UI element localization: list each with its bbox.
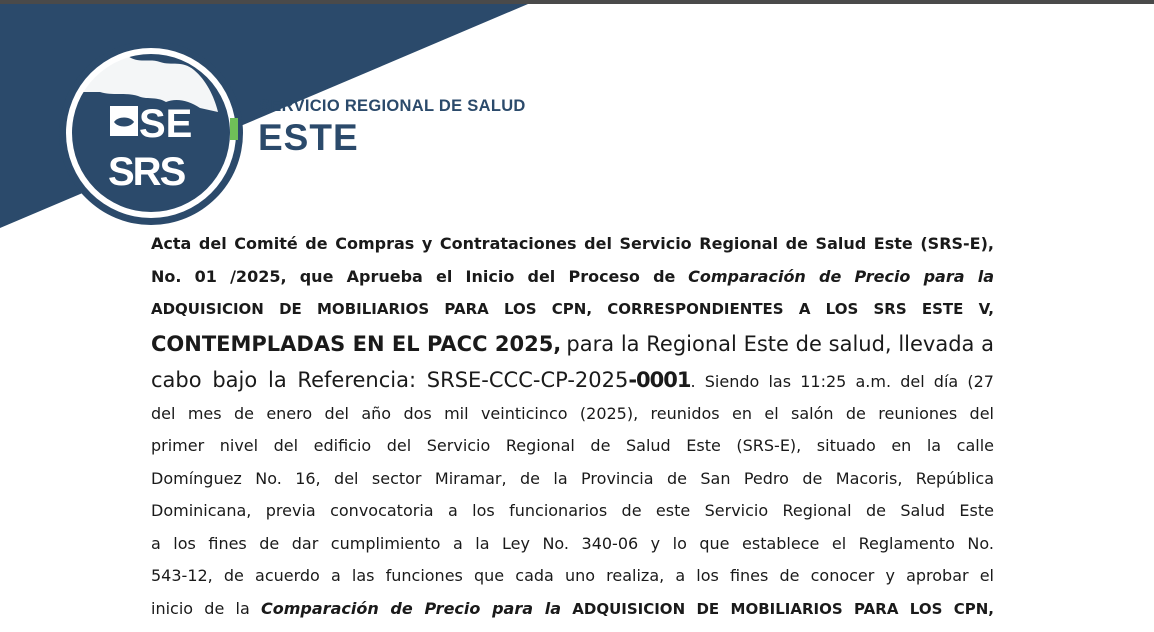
doc-line-7: primer nivel del edificio del Servicio Regional de Salud Este (SRS-E), situado en la calle — [151, 436, 994, 455]
logo-text-se: SE — [139, 102, 193, 146]
doc-line-6: del mes de enero del año dos mil veinticinco (2025), reunidos en el salón de reuniones del — [151, 403, 994, 423]
srs-logo — [59, 41, 243, 225]
doc-line-4: CONTEMPLADAS EN EL PACC 2025, para la Regional Este de salud, llevada a — [151, 331, 994, 356]
logo-text-srs: SRS — [108, 150, 185, 194]
doc-line-11: 543-12, de acuerdo a las funciones que cada uno realiza, a los fines de conocer y aprobar el — [151, 566, 994, 585]
doc-line-1: Acta del Comité de Compras y Contrataciones del Servicio Regional de Salud Este (SRS-E), — [151, 234, 994, 253]
green-accent — [230, 118, 238, 140]
doc-line-5: cabo bajo la Referencia: SRSE-CCC-CP-2025-0001. Siendo las 11:25 a.m. del día (27 — [151, 367, 994, 392]
org-name: SERVICIO REGIONAL DE SALUD — [259, 97, 526, 115]
doc-line-2: No. 01 /2025, que Aprueba el Inicio del Proceso de Comparación de Precio para la — [151, 266, 994, 286]
doc-line-3: ADQUISICION DE MOBILIARIOS PARA LOS CPN, CORRESPONDIENTES A LOS SRS ESTE V, — [151, 300, 994, 318]
doc-line-9: Dominicana, previa convocatoria a los funcionarios de este Servicio Regional de Salud Este — [151, 501, 994, 520]
doc-line-12: inicio de la Comparación de Precio para la ADQUISICION DE MOBILIARIOS PARA LOS CPN, — [151, 598, 994, 618]
document-body — [151, 228, 994, 625]
doc-line-8: Domínguez No. 16, del sector Miramar, de la Provincia de San Pedro de Macoris, República — [151, 468, 994, 488]
org-region: ESTE — [258, 117, 359, 158]
doc-line-10: a los fines de dar cumplimiento a la Ley No. 340-06 y lo que establece el Reglamento No. — [151, 533, 994, 553]
